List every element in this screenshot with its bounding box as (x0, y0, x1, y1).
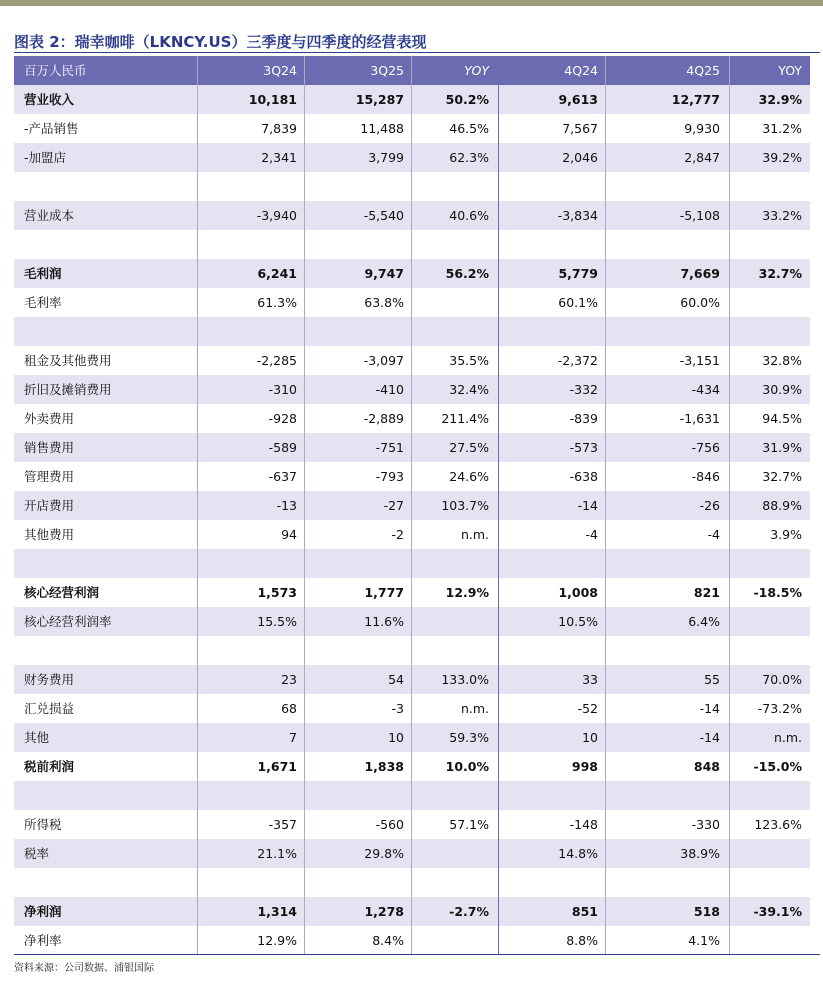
cell-3q24: -13 (276, 498, 297, 513)
table-row (14, 868, 810, 897)
cell-yoy-q4 (729, 549, 810, 578)
cell-label: 租金及其他费用 (24, 353, 112, 368)
cell-3q24: -357 (268, 817, 297, 832)
cell-4q24: 998 (571, 759, 598, 774)
cell-4q24 (498, 868, 605, 897)
table-row (14, 172, 810, 201)
table-row (14, 230, 810, 259)
column-separator (411, 56, 412, 955)
cell-yoy-q4 (729, 839, 810, 868)
cell-4q25: -846 (691, 469, 720, 484)
cell-yoy-q4 (729, 781, 810, 810)
cell-4q24: 60.1% (558, 295, 598, 310)
figure-title: 图表 2：瑞幸咖啡（LKNCY.US）三季度与四季度的经营表现 (14, 33, 427, 51)
table-row (14, 752, 810, 781)
cell-yoy-q4: 33.2% (762, 208, 802, 223)
cell-3q24 (197, 172, 304, 201)
cell-yoy-q3: 133.0% (441, 672, 489, 687)
cell-4q25 (605, 636, 729, 665)
cell-yoy-q3 (411, 926, 498, 955)
cell-yoy-q4: -15.0% (753, 759, 802, 774)
financial-table (14, 56, 810, 955)
table-row (14, 810, 810, 839)
cell-label: 外卖费用 (24, 411, 75, 426)
cell-3q25 (304, 549, 411, 578)
table-row (14, 259, 810, 288)
header-row (14, 56, 810, 85)
table-row (14, 607, 810, 636)
cell-yoy-q3 (411, 230, 498, 259)
table-row (14, 491, 810, 520)
column-separator (304, 56, 305, 955)
table-row (14, 781, 810, 810)
header-cell-3q24: 3Q24 (263, 63, 297, 78)
cell-4q24: 10.5% (558, 614, 598, 629)
cell-yoy-q4 (729, 607, 810, 636)
cell-yoy-q3: 50.2% (445, 92, 489, 107)
top-decor-bar (0, 0, 823, 6)
cell-yoy-q3: 103.7% (441, 498, 489, 513)
cell-4q25: 848 (693, 759, 720, 774)
cell-label: 财务费用 (24, 672, 75, 687)
cell-4q25: 38.9% (680, 846, 720, 861)
cell-yoy-q4: 32.7% (758, 266, 802, 281)
column-separator (605, 56, 606, 955)
cell-4q25: 4.1% (688, 933, 720, 948)
cell-label: 其他费用 (24, 527, 75, 542)
cell-yoy-q3 (411, 172, 498, 201)
table-row (14, 433, 810, 462)
cell-4q24: 9,613 (558, 92, 598, 107)
cell-3q25: 15,287 (355, 92, 404, 107)
cell-4q24 (498, 317, 605, 346)
cell-yoy-q4: 32.8% (762, 353, 802, 368)
cell-label (14, 868, 197, 897)
cell-3q24: 61.3% (257, 295, 297, 310)
cell-label (14, 317, 197, 346)
cell-3q25: 1,777 (364, 585, 404, 600)
cell-yoy-q3: 10.0% (445, 759, 489, 774)
cell-3q25 (304, 781, 411, 810)
cell-yoy-q4: 31.2% (762, 121, 802, 136)
header-cell-yoy-q4: YOY (778, 63, 802, 78)
cell-4q24: -3,834 (557, 208, 598, 223)
title-rule (14, 52, 820, 53)
cell-label: 净利润 (24, 904, 62, 919)
cell-yoy-q3 (411, 317, 498, 346)
cell-label: 营业成本 (24, 208, 75, 223)
cell-label: 管理费用 (24, 469, 75, 484)
cell-yoy-q3: 59.3% (449, 730, 489, 745)
cell-4q25: -26 (699, 498, 720, 513)
cell-label: 净利率 (24, 933, 62, 948)
cell-yoy-q3: -2.7% (449, 904, 489, 919)
cell-label: 毛利润 (24, 266, 62, 281)
cell-4q25: -3,151 (679, 353, 720, 368)
cell-4q25: -330 (691, 817, 720, 832)
table-row (14, 143, 810, 172)
cell-3q24: 1,671 (257, 759, 297, 774)
cell-4q24: -2,372 (557, 353, 598, 368)
column-separator (729, 56, 730, 955)
cell-3q24: 10,181 (248, 92, 297, 107)
cell-4q25: 2,847 (684, 150, 720, 165)
cell-3q25: 63.8% (364, 295, 404, 310)
cell-label: 营业收入 (24, 92, 75, 107)
table-row (14, 926, 810, 955)
cell-3q24: 1,573 (257, 585, 297, 600)
cell-4q24: -332 (569, 382, 598, 397)
cell-label: -加盟店 (24, 150, 67, 165)
table-row (14, 578, 810, 607)
cell-3q24 (197, 636, 304, 665)
header-cell-3q25: 3Q25 (370, 63, 404, 78)
cell-4q24: 5,779 (558, 266, 598, 281)
cell-3q25: -560 (375, 817, 404, 832)
cell-4q24: -52 (577, 701, 598, 716)
header-cell-yoy-q3: YOY (464, 63, 489, 78)
cell-4q24: 33 (582, 672, 598, 687)
cell-label: 折旧及摊销费用 (24, 382, 112, 397)
cell-label: 毛利率 (24, 295, 62, 310)
cell-4q24: -638 (569, 469, 598, 484)
cell-yoy-q3 (411, 636, 498, 665)
cell-label (14, 230, 197, 259)
column-separator (197, 56, 198, 955)
cell-yoy-q3 (411, 839, 498, 868)
cell-3q25: -3 (391, 701, 404, 716)
cell-label (14, 781, 197, 810)
cell-label: 开店费用 (24, 498, 75, 513)
table-row (14, 520, 810, 549)
cell-yoy-q3 (411, 549, 498, 578)
cell-3q24: 68 (281, 701, 297, 716)
cell-3q25 (304, 636, 411, 665)
cell-yoy-q3 (411, 288, 498, 317)
cell-4q24: -148 (569, 817, 598, 832)
cell-yoy-q3 (411, 781, 498, 810)
cell-label: 所得税 (24, 817, 62, 832)
cell-4q24 (498, 549, 605, 578)
cell-yoy-q4 (729, 288, 810, 317)
cell-3q24: 12.9% (257, 933, 297, 948)
bottom-rule (14, 954, 820, 955)
cell-yoy-q4 (729, 868, 810, 897)
cell-label (14, 636, 197, 665)
cell-3q25: -410 (375, 382, 404, 397)
cell-3q24 (197, 781, 304, 810)
cell-3q25: 10 (388, 730, 404, 745)
cell-3q25 (304, 172, 411, 201)
header-cell-label: 百万人民币 (24, 63, 87, 78)
cell-4q24: 1,008 (558, 585, 598, 600)
cell-3q24: 1,314 (257, 904, 297, 919)
cell-label: 汇兑损益 (24, 701, 75, 716)
cell-4q25: -756 (691, 440, 720, 455)
cell-3q24: -589 (268, 440, 297, 455)
cell-yoy-q3: 57.1% (449, 817, 489, 832)
cell-4q25: -434 (691, 382, 720, 397)
cell-3q24: 2,341 (261, 150, 297, 165)
cell-3q24: -3,940 (256, 208, 297, 223)
cell-4q25 (605, 317, 729, 346)
cell-4q24 (498, 230, 605, 259)
cell-3q25 (304, 317, 411, 346)
cell-yoy-q3 (411, 607, 498, 636)
header-cell-4q24: 4Q24 (564, 63, 598, 78)
cell-yoy-q4: 39.2% (762, 150, 802, 165)
cell-4q24 (498, 172, 605, 201)
cell-4q25 (605, 172, 729, 201)
cell-yoy-q3: 12.9% (445, 585, 489, 600)
table-row (14, 665, 810, 694)
cell-3q25: 1,838 (364, 759, 404, 774)
cell-yoy-q4: 70.0% (762, 672, 802, 687)
cell-yoy-q4 (729, 172, 810, 201)
cell-yoy-q3: 40.6% (449, 208, 489, 223)
cell-3q25: -5,540 (363, 208, 404, 223)
cell-3q25: 3,799 (368, 150, 404, 165)
cell-yoy-q3: 211.4% (441, 411, 489, 426)
cell-4q24: -839 (569, 411, 598, 426)
cell-yoy-q4: 88.9% (762, 498, 802, 513)
cell-yoy-q4 (729, 926, 810, 955)
column-separator (498, 56, 499, 955)
cell-3q25: 54 (388, 672, 404, 687)
cell-yoy-q3: 35.5% (449, 353, 489, 368)
cell-label: 核心经营利润率 (24, 614, 112, 629)
cell-4q24: 7,567 (562, 121, 598, 136)
table-row (14, 897, 810, 926)
cell-3q24: 94 (281, 527, 297, 542)
cell-4q24: -573 (569, 440, 598, 455)
cell-4q25: -14 (699, 701, 720, 716)
table-row (14, 317, 810, 346)
cell-3q25: -2,889 (363, 411, 404, 426)
cell-yoy-q4 (729, 230, 810, 259)
cell-3q24: 7,839 (261, 121, 297, 136)
cell-yoy-q4 (729, 317, 810, 346)
cell-yoy-q4: 30.9% (762, 382, 802, 397)
cell-3q24: 23 (281, 672, 297, 687)
cell-yoy-q3: 27.5% (449, 440, 489, 455)
cell-label: 销售费用 (24, 440, 75, 455)
cell-3q25: 1,278 (364, 904, 404, 919)
cell-4q24: 14.8% (558, 846, 598, 861)
cell-yoy-q3: 62.3% (449, 150, 489, 165)
cell-3q24 (197, 868, 304, 897)
cell-yoy-q3: 56.2% (445, 266, 489, 281)
cell-label: 其他 (24, 730, 50, 745)
cell-yoy-q4: 123.6% (754, 817, 802, 832)
cell-yoy-q4: -73.2% (757, 701, 802, 716)
cell-4q24: -14 (577, 498, 598, 513)
cell-yoy-q4: -18.5% (753, 585, 802, 600)
cell-4q25: 60.0% (680, 295, 720, 310)
cell-yoy-q4: -39.1% (753, 904, 802, 919)
cell-label: -产品销售 (24, 121, 79, 136)
cell-3q25: 8.4% (372, 933, 404, 948)
cell-3q25 (304, 230, 411, 259)
cell-3q25: 29.8% (364, 846, 404, 861)
table-row (14, 694, 810, 723)
cell-4q25: 9,930 (684, 121, 720, 136)
table-row (14, 839, 810, 868)
table-row (14, 114, 810, 143)
cell-4q25: -5,108 (679, 208, 720, 223)
cell-4q24: 8.8% (566, 933, 598, 948)
cell-yoy-q4: 3.9% (770, 527, 802, 542)
cell-4q25: 6.4% (688, 614, 720, 629)
cell-3q24 (197, 317, 304, 346)
cell-3q25: -27 (383, 498, 404, 513)
cell-3q25: -793 (375, 469, 404, 484)
cell-3q24: 21.1% (257, 846, 297, 861)
cell-yoy-q3: n.m. (460, 701, 489, 716)
cell-4q25: 821 (693, 585, 720, 600)
cell-yoy-q3: n.m. (460, 527, 489, 542)
cell-4q25: 12,777 (671, 92, 720, 107)
cell-3q25: -2 (391, 527, 404, 542)
cell-4q24 (498, 636, 605, 665)
cell-yoy-q4: 31.9% (762, 440, 802, 455)
cell-3q25: 9,747 (364, 266, 404, 281)
cell-yoy-q3: 32.4% (449, 382, 489, 397)
cell-label (14, 172, 197, 201)
cell-4q24: 10 (582, 730, 598, 745)
cell-yoy-q4: 32.9% (758, 92, 802, 107)
cell-3q24: 6,241 (257, 266, 297, 281)
cell-3q25: -3,097 (363, 353, 404, 368)
table-row (14, 549, 810, 578)
cell-3q24: 7 (289, 730, 297, 745)
source-note: 资料来源：公司数据、浦银国际 (14, 963, 154, 974)
cell-yoy-q3 (411, 868, 498, 897)
cell-4q25: -14 (699, 730, 720, 745)
cell-4q25: -4 (707, 527, 720, 542)
cell-4q25: 55 (704, 672, 720, 687)
cell-yoy-q4: 32.7% (762, 469, 802, 484)
cell-label (14, 549, 197, 578)
table-row (14, 404, 810, 433)
cell-label: 核心经营利润 (24, 585, 100, 600)
cell-3q24: 15.5% (257, 614, 297, 629)
table-row (14, 201, 810, 230)
cell-3q24 (197, 549, 304, 578)
cell-3q25: 11.6% (364, 614, 404, 629)
cell-4q25: -1,631 (679, 411, 720, 426)
table-row (14, 346, 810, 375)
cell-4q25 (605, 230, 729, 259)
cell-3q25: 11,488 (360, 121, 404, 136)
cell-label: 税前利润 (24, 759, 75, 774)
cell-4q25: 7,669 (680, 266, 720, 281)
table-row (14, 85, 810, 114)
cell-yoy-q4: n.m. (773, 730, 802, 745)
header-cell-4q25: 4Q25 (686, 63, 720, 78)
table-row (14, 375, 810, 404)
cell-3q24: -637 (268, 469, 297, 484)
cell-4q24 (498, 781, 605, 810)
cell-4q25 (605, 868, 729, 897)
cell-label: 税率 (24, 846, 50, 861)
cell-3q25: -751 (375, 440, 404, 455)
table-row (14, 288, 810, 317)
cell-4q25 (605, 781, 729, 810)
cell-3q24: -2,285 (256, 353, 297, 368)
cell-yoy-q4: 94.5% (762, 411, 802, 426)
cell-4q24: -4 (585, 527, 598, 542)
cell-3q24: -928 (268, 411, 297, 426)
cell-4q24: 851 (571, 904, 598, 919)
cell-4q25: 518 (693, 904, 720, 919)
cell-yoy-q3: 46.5% (449, 121, 489, 136)
cell-yoy-q3: 24.6% (449, 469, 489, 484)
cell-4q25 (605, 549, 729, 578)
cell-3q24: -310 (268, 382, 297, 397)
cell-4q24: 2,046 (562, 150, 598, 165)
table-row (14, 462, 810, 491)
table-row (14, 723, 810, 752)
table-row (14, 636, 810, 665)
cell-3q25 (304, 868, 411, 897)
cell-yoy-q4 (729, 636, 810, 665)
cell-3q24 (197, 230, 304, 259)
